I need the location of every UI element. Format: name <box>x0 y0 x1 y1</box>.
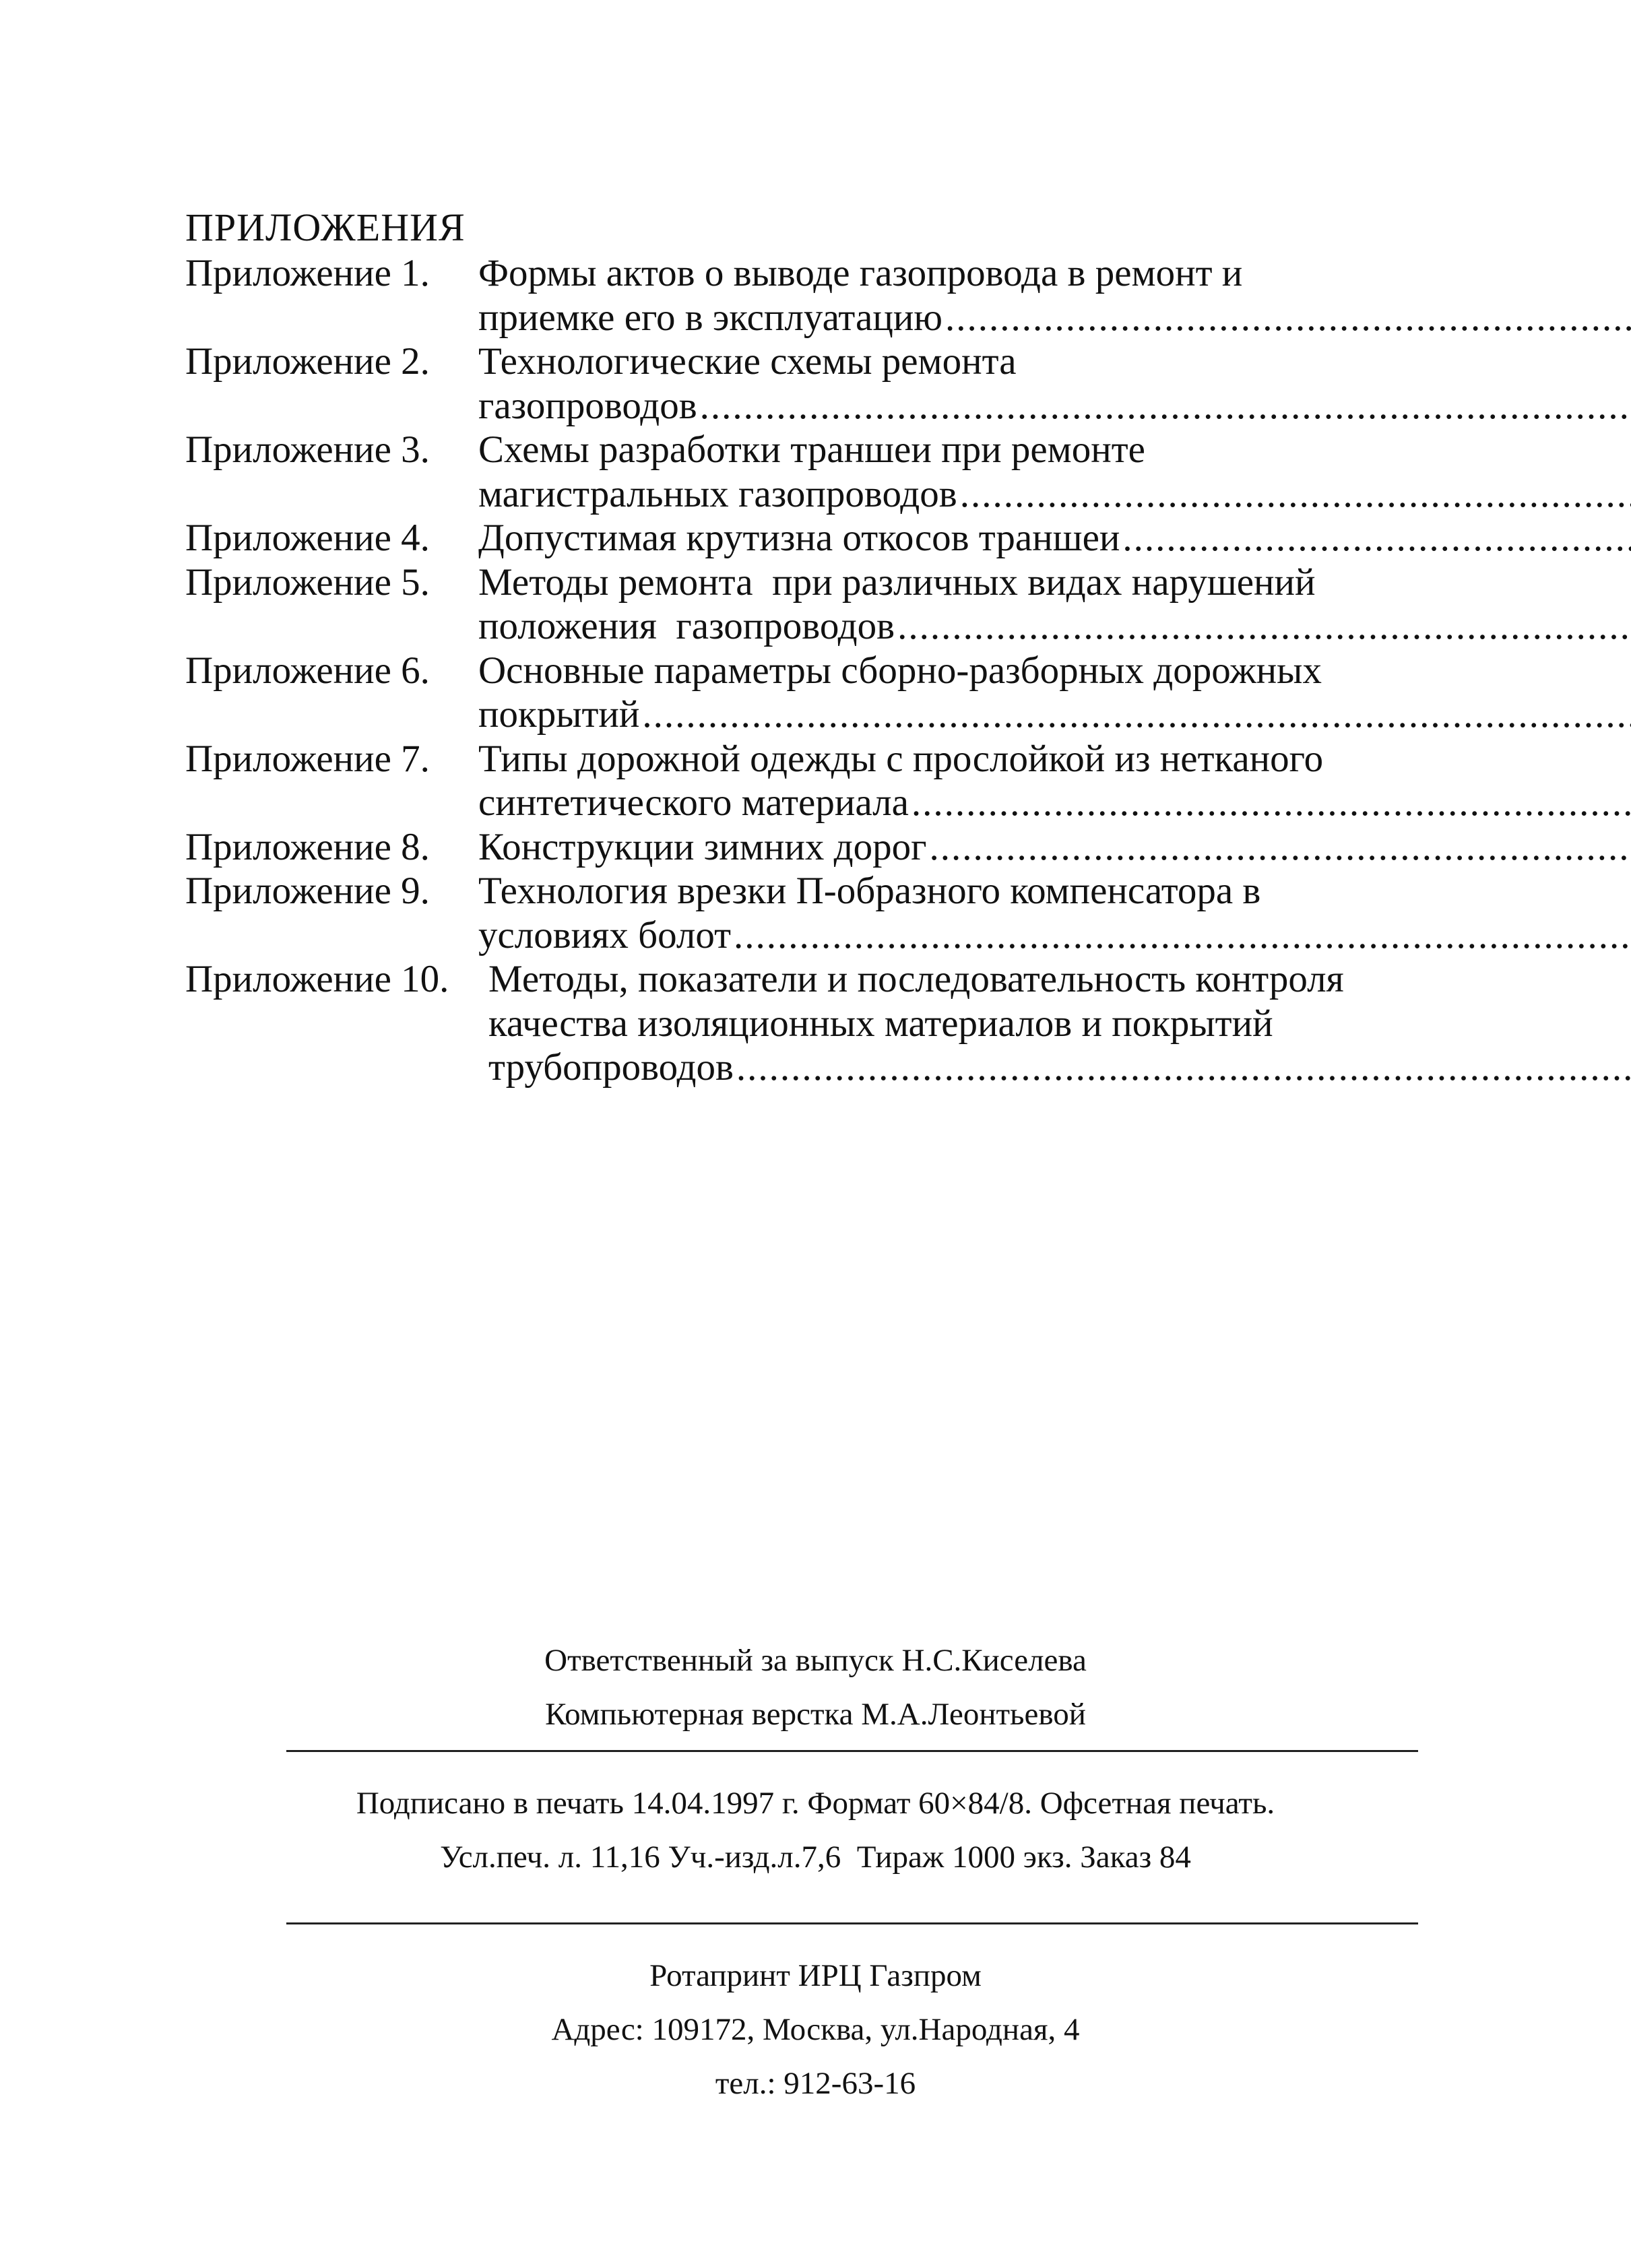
printer-address: Адрес: 109172, Москва, ул.Народная, 4 <box>551 2012 1080 2047</box>
entry-title-line: газопроводов <box>478 384 697 427</box>
responsible-editor: Ответственный за выпуск Н.С.Киселева <box>544 1643 1087 1678</box>
entry-title-line: условиях болот <box>478 913 731 957</box>
dot-leader <box>930 825 1631 870</box>
divider-line <box>286 1922 1418 1924</box>
divider-line <box>286 1750 1418 1752</box>
entry-title-line: трубопроводов <box>488 1046 734 1089</box>
dot-leader <box>734 913 1631 958</box>
appendix-label: Приложение 9. <box>185 870 430 912</box>
entry-title-line: приемке его в эксплуатацию <box>478 296 942 339</box>
entry-title-line: Основные параметры сборно-разборных дорожных <box>478 649 1322 692</box>
printer-info <box>0 1949 1631 2110</box>
dot-leader <box>912 781 1631 825</box>
toc-entry <box>185 560 1465 649</box>
toc-entry <box>185 251 1465 339</box>
appendix-label: Приложение 1. <box>185 252 430 294</box>
printer-name: Ротапринт ИРЦ Газпром <box>649 1958 982 1993</box>
dot-leader <box>945 296 1631 340</box>
appendix-label: Приложение 10. <box>185 958 449 1000</box>
toc-entry <box>185 825 1465 870</box>
print-run-info: Усл.печ. л. 11,16 Уч.-изд.л.7,6 Тираж 1000 экз. Заказ 84 <box>440 1840 1191 1875</box>
toc-entry <box>185 516 1465 560</box>
entry-title-line: магистральных газопроводов <box>478 472 957 515</box>
signed-to-print: Подписано в печать 14.04.1997 г. Формат 60×84/8. Офсетная печать. <box>356 1786 1275 1821</box>
toc-entry <box>185 339 1465 428</box>
appendix-label: Приложение 4. <box>185 517 430 559</box>
printer-phone: тел.: 912-63-16 <box>715 2066 916 2101</box>
entry-title-line: синтетического материала <box>478 781 909 824</box>
entry-title-line: Допустимая крутизна откосов траншеи <box>478 517 1120 559</box>
entry-title-line: Схемы разработки траншеи при ремонте <box>478 428 1145 471</box>
toc-entry <box>185 428 1465 516</box>
entry-title-line: Методы, показатели и последовательность контроля <box>488 958 1344 1000</box>
entry-title-line: покрытий <box>478 693 640 736</box>
dot-leader <box>736 1045 1631 1090</box>
publication-info <box>0 1776 1631 1884</box>
entry-title-line: Технология врезки П-образного компенсатора в <box>478 870 1261 912</box>
appendix-label: Приложение 2. <box>185 340 430 383</box>
toc-entry <box>185 737 1465 825</box>
table-of-contents <box>185 205 1465 1090</box>
appendix-label: Приложение 5. <box>185 560 430 604</box>
layout-credit: Компьютерная верстка М.А.Леонтьевой <box>545 1697 1086 1732</box>
dot-leader <box>960 472 1631 517</box>
entry-title-line: Технологические схемы ремонта <box>478 340 1017 383</box>
credits-block <box>0 1633 1631 1741</box>
appendix-label: Приложение 7. <box>185 737 430 780</box>
entry-title-line: Формы актов о выводе газопровода в ремонт и <box>478 252 1243 294</box>
appendix-label: Приложение 8. <box>185 825 430 868</box>
toc-entry <box>185 869 1465 957</box>
entry-title-line: положения газопроводов <box>478 605 895 647</box>
dot-leader <box>1122 516 1631 560</box>
appendix-label: Приложение 6. <box>185 649 430 692</box>
dot-leader <box>642 692 1631 737</box>
toc-entry <box>185 957 1465 1090</box>
entry-title-line: Конструкции зимних дорог <box>478 825 927 868</box>
entry-title-line: качества изоляционных материалов и покрытий <box>488 1002 1273 1045</box>
dot-leader <box>700 384 1631 428</box>
entry-title-line: Методы ремонта при различных видах нарушений <box>478 560 1316 604</box>
dot-leader <box>897 604 1631 649</box>
appendix-label: Приложение 3. <box>185 428 430 471</box>
toc-heading: ПРИЛОЖЕНИЯ <box>185 205 466 249</box>
toc-entry <box>185 649 1465 737</box>
entry-title-line: Типы дорожной одежды с прослойкой из нетканого <box>478 737 1324 780</box>
